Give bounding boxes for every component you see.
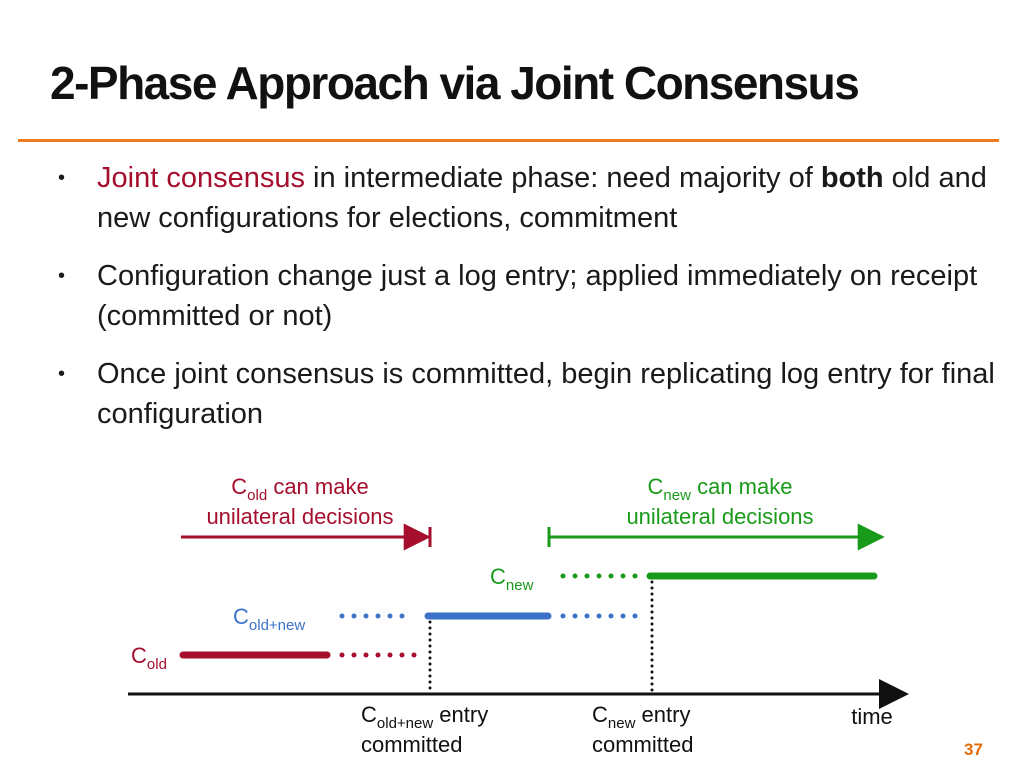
slide-title: 2-Phase Approach via Joint Consensus: [50, 57, 859, 109]
old-row-label: $C_{old}$: [131, 643, 167, 673]
bullet-text: in intermediate phase: need majority of: [304, 162, 821, 194]
old-span-label-line2: unilateral decisions: [206, 504, 394, 529]
joint-committed-label-line2: committed: [361, 732, 463, 757]
new-row-label: $C_{new}$: [490, 564, 534, 594]
old-span-label: $C_{old}$ can make: [231, 474, 369, 504]
new-committed-label-line2: committed: [592, 732, 694, 757]
bullet-text: old and new configurations for elections, commitment: [97, 162, 987, 234]
bullet-icon: •: [58, 265, 66, 287]
bullet-text: Configuration change just a log entry; applied immediately on receipt (committed or not): [97, 260, 978, 332]
bullet-icon: •: [58, 363, 66, 385]
new-committed-label: $C_{new}$ entry: [592, 702, 691, 732]
new-span-label: $C_{new}$ can make: [647, 474, 793, 504]
bullet-text: Once joint consensus is committed, begin replicating log entry for final configuration: [97, 358, 995, 430]
new-span-label-line2: unilateral decisions: [626, 504, 814, 529]
bullet-highlight: Joint consensus: [97, 162, 305, 194]
bullet-bold: both: [820, 162, 884, 194]
page-number: 37: [964, 740, 983, 759]
bullet-icon: •: [58, 167, 66, 189]
time-axis-label: time: [851, 704, 893, 729]
joint-row-label: $C_{old+new}$: [233, 604, 306, 634]
joint-committed-label: $C_{old+new}$ entry: [361, 702, 489, 732]
